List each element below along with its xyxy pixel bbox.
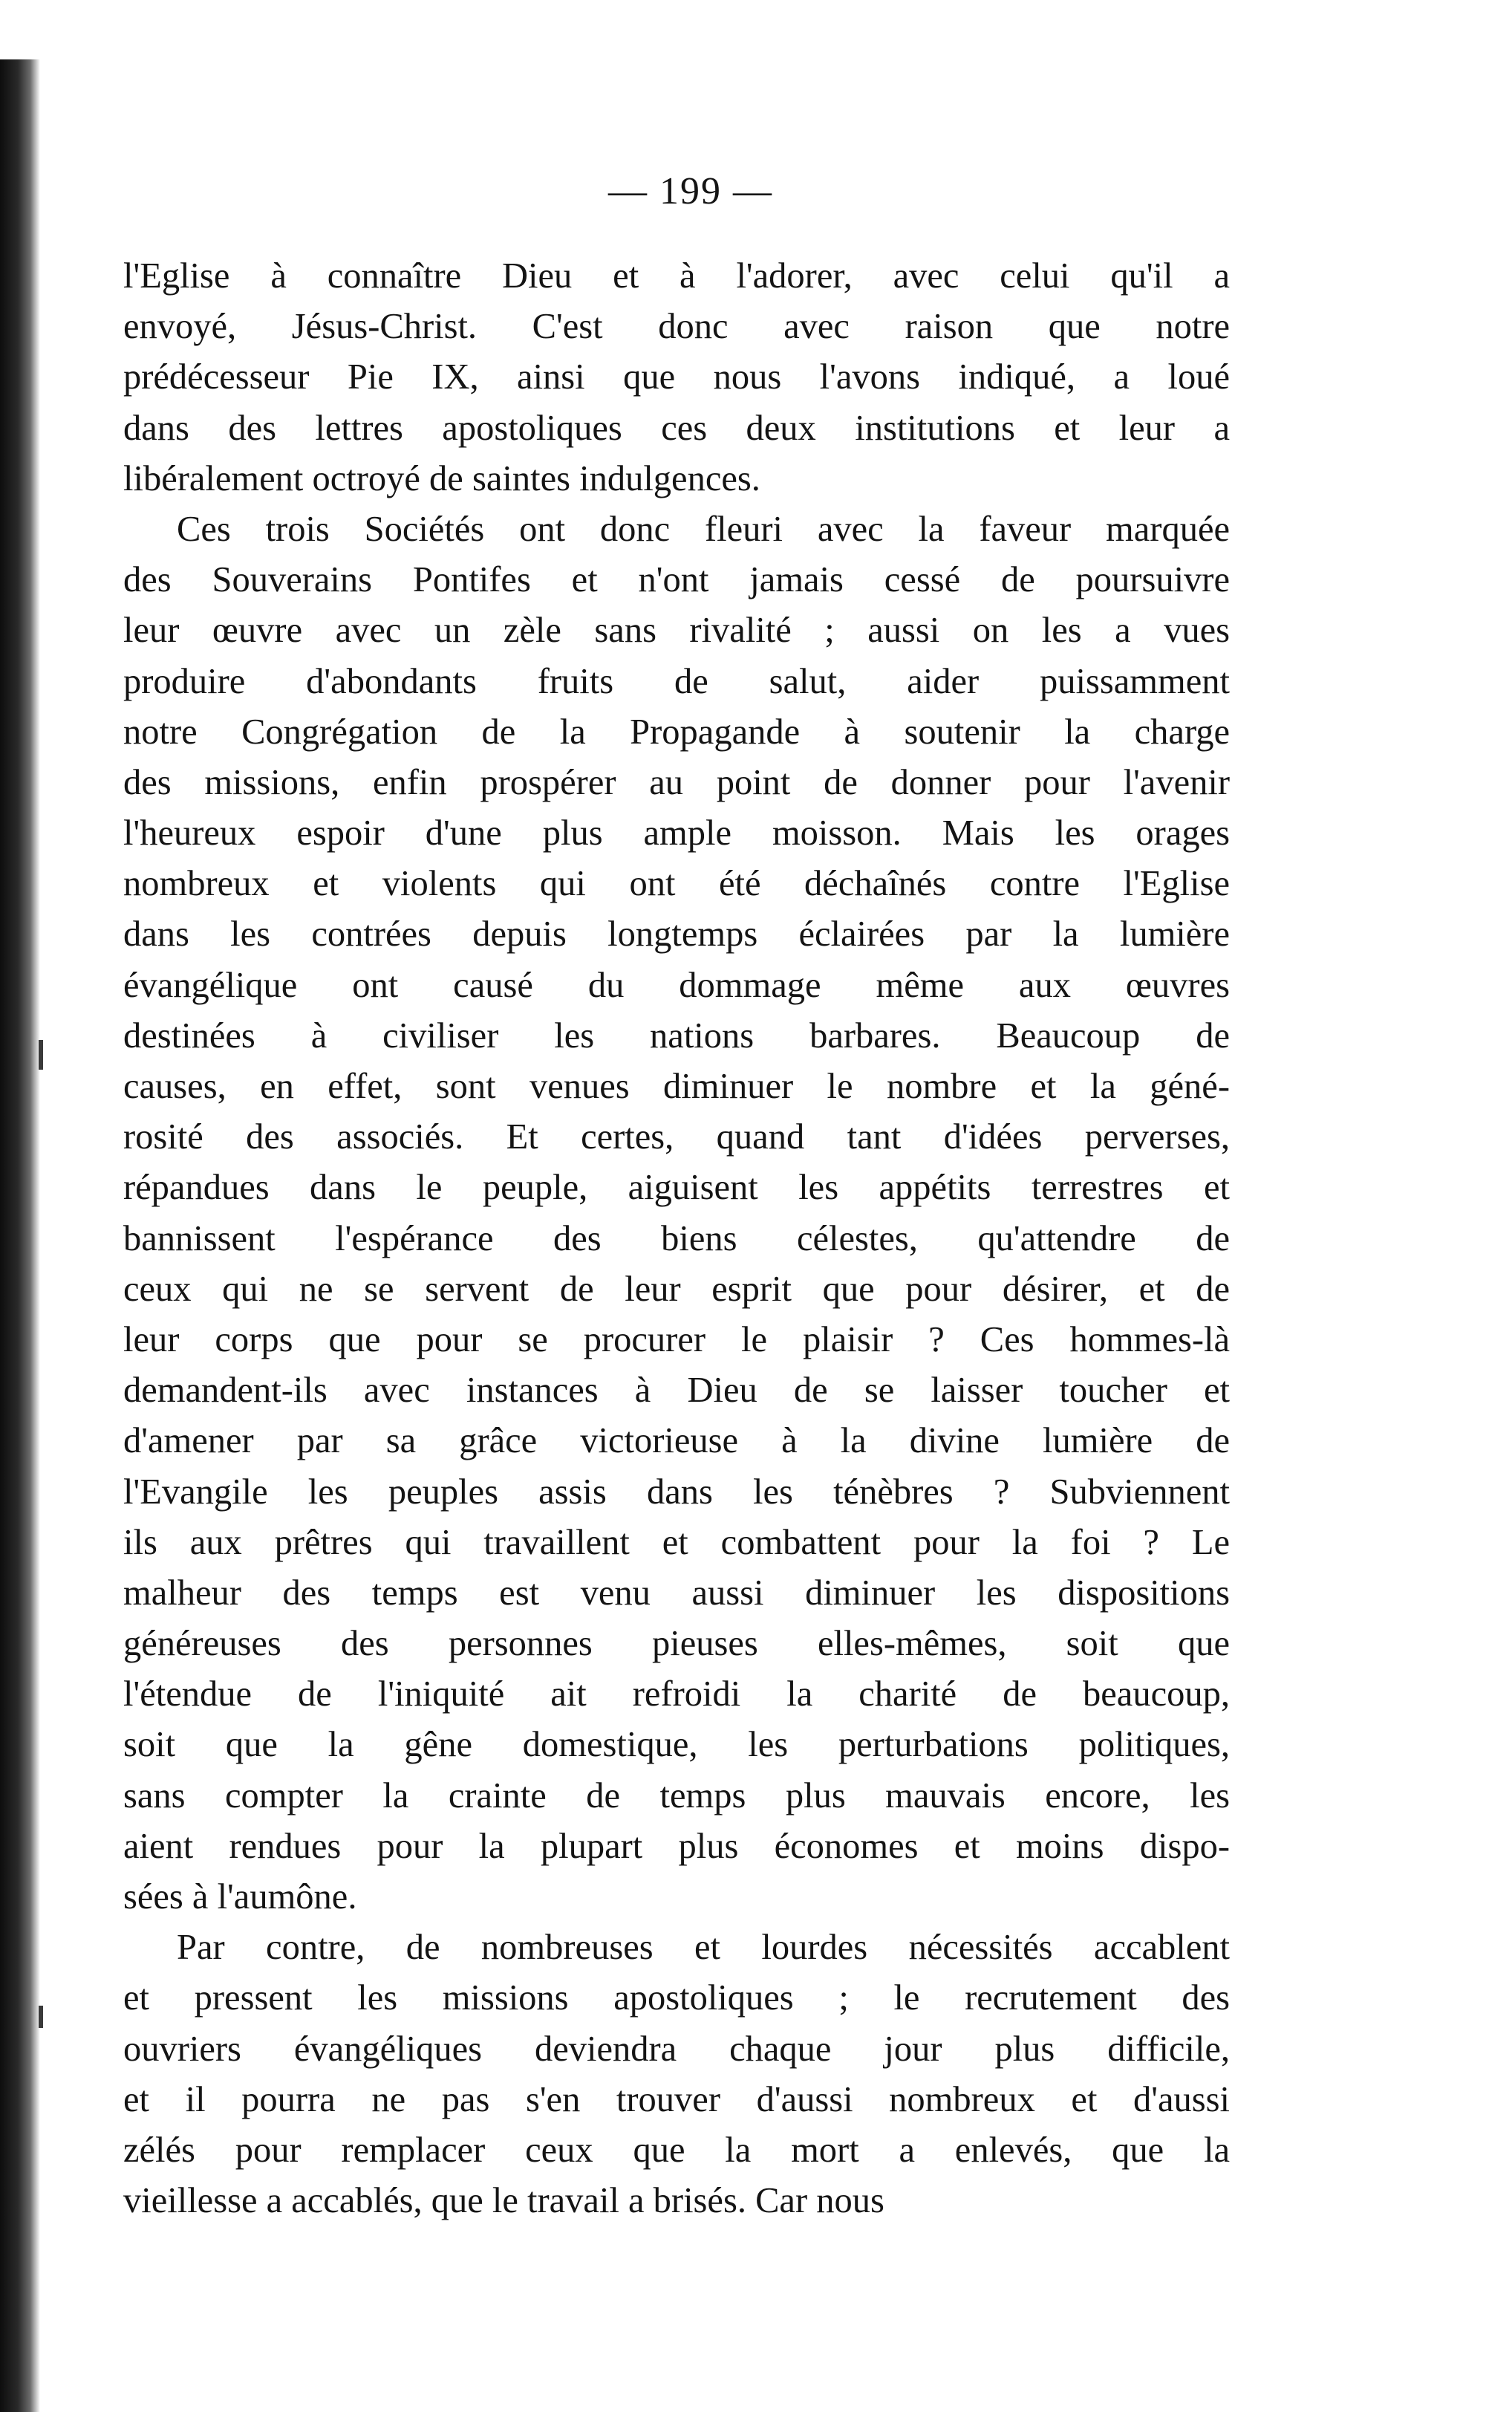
text-line: l'Evangile les peuples assis dans les ténèbres ? Subviennent: [123, 1472, 1230, 1512]
text-line: des missions, enfin prospérer au point de donner pour l'avenir: [123, 762, 1230, 802]
binding-edge-mark: [39, 1040, 43, 1070]
text-line: sées à l'aumône.: [123, 1877, 357, 1917]
body-text: [123, 251, 1230, 2226]
text-line: prédécesseur Pie IX, ainsi que nous l'avons indiqué, a loué: [123, 357, 1230, 397]
binding-edge-mark: [39, 2006, 43, 2028]
text-line: évangélique ont causé du dommage même aux œuvres: [123, 965, 1230, 1005]
text-line: d'amener par sa grâce victorieuse à la divine lumière de: [123, 1421, 1230, 1461]
text-line: envoyé, Jésus-Christ. C'est donc avec raison que notre: [123, 307, 1230, 347]
text-line: généreuses des personnes pieuses elles-mêmes, soit que: [123, 1624, 1230, 1664]
text-line: des Souverains Pontifes et n'ont jamais cessé de poursuivre: [123, 560, 1230, 600]
text-line: demandent-ils avec instances à Dieu de se laisser toucher et: [123, 1371, 1230, 1411]
text-line: sans compter la crainte de temps plus mauvais encore, les: [123, 1775, 1230, 1815]
paragraph: [123, 504, 1230, 1922]
paragraph: [123, 251, 1230, 504]
text-line: malheur des temps est venu aussi diminuer les dispositions: [123, 1573, 1230, 1613]
text-line: causes, en effet, sont venues diminuer le nombre et la géné-: [123, 1067, 1230, 1106]
text-line: Par contre, de nombreuses et lourdes nécessités accablent: [177, 1928, 1230, 1968]
text-line: nombreux et violents qui ont été déchaînés contre l'Eglise: [123, 864, 1230, 904]
text-line: zélés pour remplacer ceux que la mort a enlevés, que la: [123, 2130, 1230, 2170]
text-line: et il pourra ne pas s'en trouver d'aussi nombreux et d'aussi: [123, 2079, 1230, 2119]
text-line: libéralement octroyé de saintes indulgences.: [123, 458, 760, 498]
text-line: dans les contrées depuis longtemps éclairées par la lumière: [123, 914, 1230, 955]
text-line: ceux qui ne se servent de leur esprit que pour désirer, et de: [123, 1269, 1230, 1309]
text-line: ouvriers évangéliques deviendra chaque jour plus difficile,: [123, 2029, 1230, 2069]
text-line: destinées à civiliser les nations barbares. Beaucoup de: [123, 1015, 1230, 1056]
text-line: leur œuvre avec un zèle sans rivalité ; aussi on les a vues: [123, 611, 1230, 651]
text-line: ils aux prêtres qui travaillent et combattent pour la foi ? Le: [123, 1522, 1230, 1562]
binding-shadow: [0, 59, 40, 2412]
paragraph: [123, 1922, 1230, 2226]
text-line: notre Congrégation de la Propagande à soutenir la charge: [123, 712, 1230, 752]
text-line: l'heureux espoir d'une plus ample moisson. Mais les orages: [123, 813, 1230, 854]
text-line: rosité des associés. Et certes, quand tant d'idées perverses,: [123, 1117, 1230, 1157]
text-line: vieillesse a accablés, que le travail a brisés. Car nous: [123, 2181, 884, 2221]
text-line: l'Eglise à connaître Dieu et à l'adorer, avec celui qu'il a: [123, 256, 1230, 296]
text-line: dans des lettres apostoliques ces deux institutions et leur a: [123, 408, 1230, 448]
text-line: leur corps que pour se procurer le plaisir ? Ces hommes-là: [123, 1319, 1230, 1359]
text-line: soit que la gêne domestique, les perturbations politiques,: [123, 1725, 1230, 1765]
text-line: Ces trois Sociétés ont donc fleuri avec la faveur marquée: [177, 509, 1230, 549]
page-number: — 199 —: [608, 170, 773, 212]
text-line: répandues dans le peuple, aiguisent les appétits terrestres et: [123, 1168, 1230, 1208]
text-line: et pressent les missions apostoliques ; le recrutement des: [123, 1978, 1230, 2018]
text-line: aient rendues pour la plupart plus économes et moins dispo-: [123, 1826, 1230, 1866]
text-line: l'étendue de l'iniquité ait refroidi la charité de beaucoup,: [123, 1674, 1230, 1714]
text-line: produire d'abondants fruits de salut, aider puissamment: [123, 661, 1230, 701]
text-line: bannissent l'espérance des biens célestes, qu'attendre de: [123, 1218, 1230, 1258]
